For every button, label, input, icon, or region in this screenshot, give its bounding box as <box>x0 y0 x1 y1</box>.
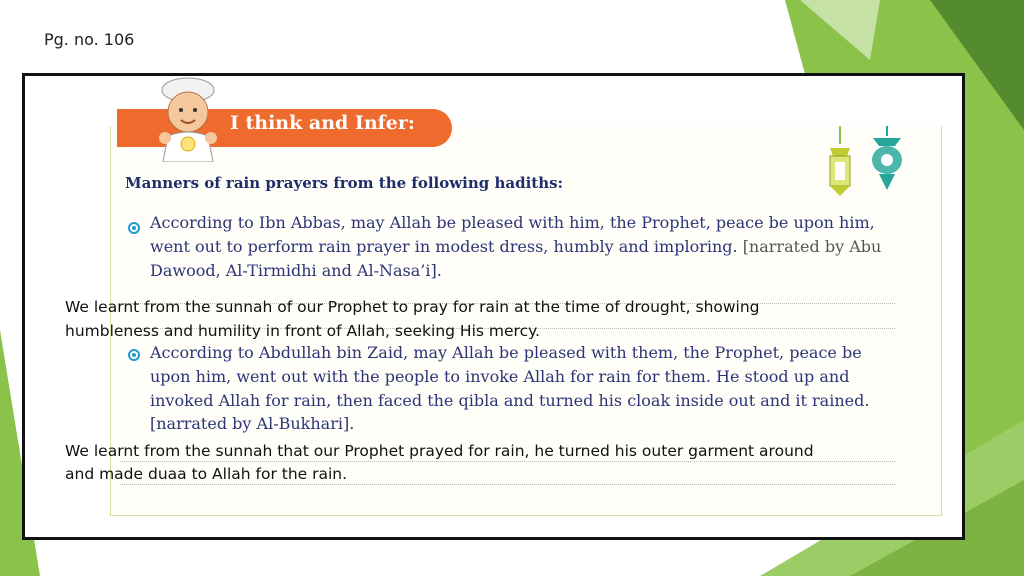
bullet-icon <box>128 222 140 234</box>
hadith-1-line-2 <box>150 235 881 259</box>
hadith-2-line-1: According to Abdullah bin Zaid, may Allah be pleased with them, the Prophet, peace be <box>150 343 862 362</box>
hadith-1-line-3: Dawood, Al-Tirmidhi and Al-Nasa’i]. <box>150 261 442 280</box>
note-1-line-2: humbleness and humility in front of Allah, seeking His mercy. <box>65 322 540 340</box>
section-title: I think and Infer: <box>230 112 415 134</box>
hadith-1-reference: [narrated by Abu <box>742 237 882 256</box>
hadith-2-line-3: invoked Allah for rain, then faced the qibla and turned his cloak inside out and it rained. <box>150 391 870 410</box>
boy-illustration-icon <box>143 76 233 162</box>
hadith-2-reference: [narrated by Al-Bukhari]. <box>150 414 355 433</box>
hadith-2-line-2: upon him, went out with the people to invoke Allah for rain for them. He stood up and <box>150 367 850 386</box>
note-1-line-1: We learnt from the sunnah of our Prophet to pray for rain at the time of drought, showing <box>65 298 760 316</box>
page-number: Pg. no. 106 <box>44 30 135 49</box>
section-heading: Manners of rain prayers from the following hadiths: <box>125 174 564 192</box>
textbook-image-frame <box>22 73 965 540</box>
note-2-line-2: and made duaa to Allah for the rain. <box>65 465 348 483</box>
bullet-icon <box>128 349 140 361</box>
hadith-1-line-2-text: went out to perform rain prayer in modest dress, humbly and imploring. <box>150 237 738 256</box>
note-2-line-1: We learnt from the sunnah that our Prophet prayed for rain, he turned his outer garment around <box>65 442 814 460</box>
lantern-decoration-icon <box>815 126 925 206</box>
hadith-1-line-1: According to Ibn Abbas, may Allah be pleased with him, the Prophet, peace be upon him, <box>150 213 875 232</box>
